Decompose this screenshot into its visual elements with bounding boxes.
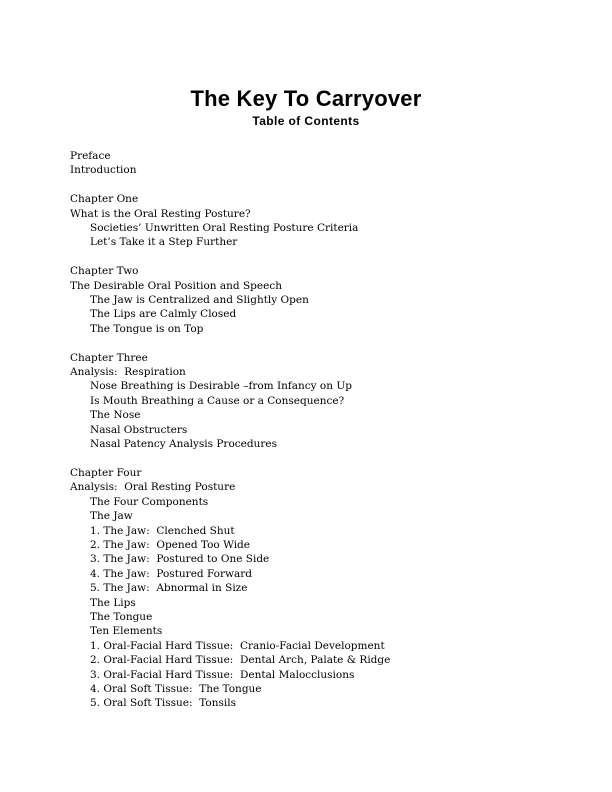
toc-line: Analysis: Respiration: [70, 366, 186, 379]
toc-line: The Desirable Oral Position and Speech: [70, 279, 282, 292]
toc-line: 5. Oral Soft Tissue: Tonsils: [90, 697, 236, 710]
toc-group: [70, 192, 562, 250]
toc-line: Ten Elements: [90, 625, 163, 638]
toc-line: Nose Breathing is Desirable –from Infancy on Up: [90, 380, 352, 393]
toc-line: What is the Oral Resting Posture?: [70, 207, 251, 220]
toc-line: Let’s Take it a Step Further: [90, 236, 238, 249]
toc-group: [70, 149, 562, 178]
toc-line: 1. Oral-Facial Hard Tissue: Cranio-Facial Development: [90, 639, 385, 652]
toc-line: The Tongue: [90, 610, 153, 623]
toc-line: Preface: [70, 150, 111, 162]
toc-line: The Four Components: [90, 495, 209, 508]
toc-line: Is Mouth Breathing a Cause or a Consequence?: [90, 394, 345, 407]
toc-line: Nasal Obstructers: [90, 423, 188, 436]
toc-line: The Lips: [90, 596, 136, 609]
toc-line: The Nose: [90, 409, 141, 422]
toc-line: Chapter One: [70, 193, 139, 206]
toc-line: 4. Oral Soft Tissue: The Tongue: [90, 682, 262, 695]
toc-line: Chapter Three: [70, 351, 148, 364]
toc-line: The Tongue is on Top: [90, 322, 204, 335]
toc-line: 1. The Jaw: Clenched Shut: [90, 524, 235, 537]
toc-line: The Lips are Calmly Closed: [90, 308, 237, 321]
toc-group: [70, 351, 562, 452]
toc-group: [70, 264, 562, 336]
toc-line: Nasal Patency Analysis Procedures: [90, 438, 277, 451]
toc-line: Chapter Four: [70, 466, 142, 479]
toc-line: Analysis: Oral Resting Posture: [70, 481, 236, 494]
table-of-contents: [0, 129, 612, 711]
toc-line: The Jaw is Centralized and Slightly Open: [90, 294, 309, 307]
toc-line: Introduction: [70, 164, 137, 177]
table-of-contents-heading: Table of Contents: [252, 114, 360, 128]
toc-line: 2. Oral-Facial Hard Tissue: Dental Arch, Palate & Ridge: [90, 654, 391, 667]
toc-line: The Jaw: [90, 510, 133, 523]
toc-line: 2. The Jaw: Opened Too Wide: [90, 538, 250, 551]
toc-line: Societies’ Unwritten Oral Resting Posture Criteria: [90, 222, 359, 235]
document-title: The Key To Carryover: [190, 86, 422, 111]
toc-line: Chapter Two: [70, 265, 139, 278]
toc-line: 4. The Jaw: Postured Forward: [90, 567, 253, 580]
toc-line: 5. The Jaw: Abnormal in Size: [90, 582, 248, 595]
toc-line: 3. The Jaw: Postured to One Side: [90, 553, 270, 566]
toc-line: 3. Oral-Facial Hard Tissue: Dental Malocclusions: [90, 668, 355, 681]
toc-group: [70, 466, 562, 711]
